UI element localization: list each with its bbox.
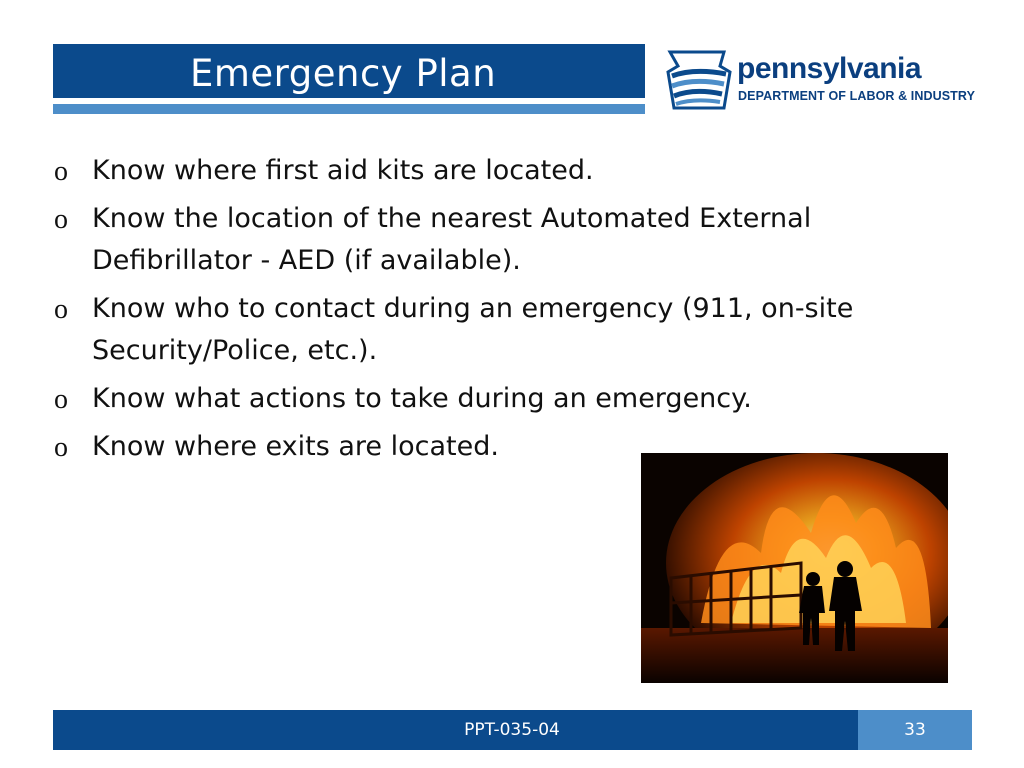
bullet-item [54, 150, 874, 192]
footer-code: PPT-035-04 [464, 720, 560, 740]
title-underline [53, 104, 645, 114]
bullet-marker: o [54, 156, 68, 187]
bullet-marker: o [54, 384, 68, 415]
bullet-text: Know who to contact during an emergency (911, on-site Security/Police, etc.). [92, 293, 854, 366]
bullet-marker: o [54, 294, 68, 325]
bullet-text: Know where first aid kits are located. [92, 155, 594, 186]
bullet-marker: o [54, 432, 68, 463]
slide-title: Emergency Plan [190, 52, 497, 95]
logo-wordmark: pennsylvania [737, 52, 922, 85]
logo-department: DEPARTMENT OF LABOR & INDUSTRY [738, 89, 976, 103]
bullet-item [54, 378, 874, 420]
bullet-marker: o [54, 204, 68, 235]
bullet-item [54, 198, 874, 282]
bullet-list [54, 150, 874, 474]
page-number: 33 [904, 720, 926, 740]
bullet-text: Know the location of the nearest Automated External Defibrillator - AED (if available). [92, 203, 812, 276]
bullet-item [54, 288, 874, 372]
bullet-text: Know what actions to take during an emergency. [92, 383, 752, 414]
fire-photo [641, 453, 948, 683]
bullet-text: Know where exits are located. [92, 431, 499, 462]
